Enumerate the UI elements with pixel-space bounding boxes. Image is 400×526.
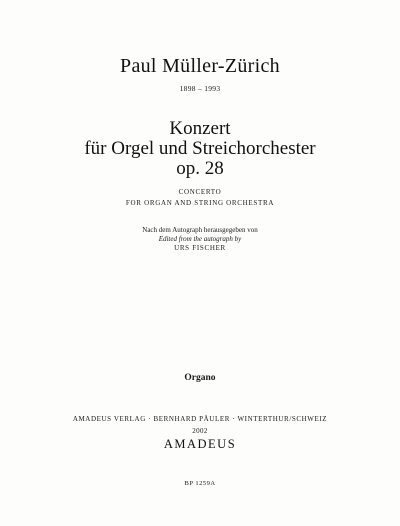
editor-note-english: Edited from the autograph by xyxy=(158,235,242,243)
composer-dates: 1898 – 1993 xyxy=(179,84,221,93)
composer-name: Paul Müller-Zürich xyxy=(120,55,280,77)
opus-number: op. 28 xyxy=(176,158,224,179)
editor-name: URS FISCHER xyxy=(174,244,226,252)
work-title-line-1: Konzert xyxy=(169,118,231,139)
publisher-logo: AMADEUS xyxy=(163,437,237,451)
work-title-line-2: für Orgel und Streichorchester xyxy=(84,138,316,159)
catalog-number: BP 1259A xyxy=(184,480,216,487)
publisher-line: AMADEUS VERLAG · BERNHARD PÄULER · WINTERTHUR/SCHWEIZ xyxy=(72,415,328,423)
publication-year: 2002 xyxy=(192,427,208,435)
english-title-line-1: CONCERTO xyxy=(178,188,222,196)
editor-note-german: Nach dem Autograph herausgegeben von xyxy=(142,226,258,234)
english-title-line-2: FOR ORGAN AND STRING ORCHESTRA xyxy=(125,199,275,207)
part-name: Organo xyxy=(184,373,216,383)
